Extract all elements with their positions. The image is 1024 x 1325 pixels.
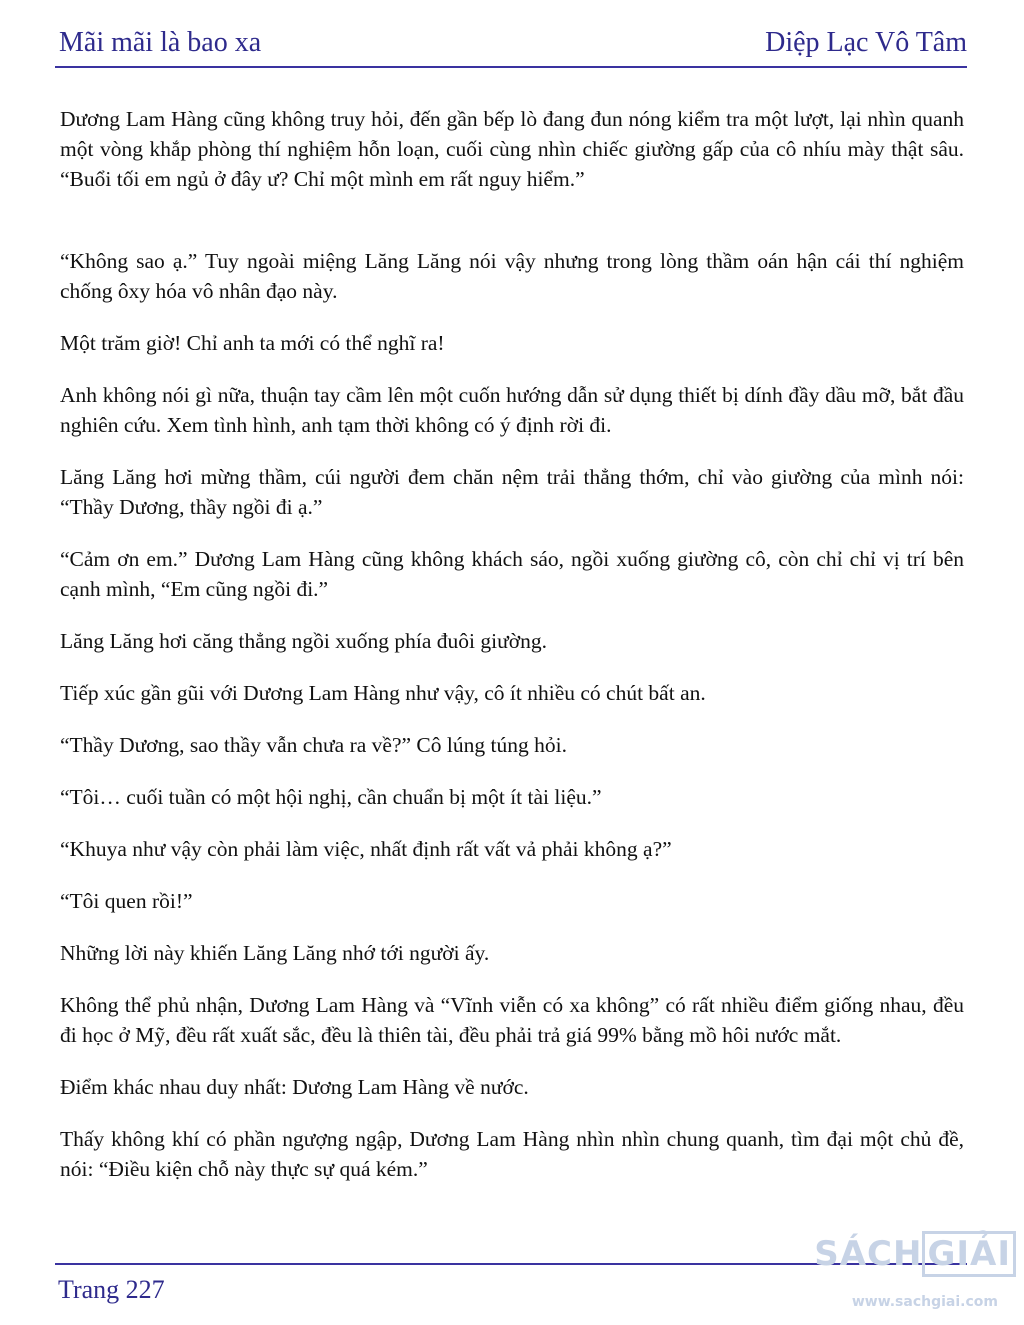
paragraph: Những lời này khiến Lăng Lăng nhớ tới người ấy. <box>60 941 490 965</box>
paragraph: “Thầy Dương, sao thầy vẫn chưa ra về?” Cô lúng túng hỏi. <box>60 733 567 757</box>
watermark-logo-part1: SÁCH <box>814 1234 923 1274</box>
paragraph: Dương Lam Hàng cũng không truy hỏi, đến gần bếp lò đang đun nóng kiểm tra một lượt, lại nhìn quanh một vòng khắp phòng thí nghiệm hỗn loạn, cuối cùng nhìn chiếc giường gấp của cô nhíu mày thật sâu. “Buổi tối em ngủ ở đây ư? Chỉ một mình em rất nguy hiểm.” <box>60 107 964 191</box>
page-header <box>55 22 967 68</box>
paragraph: Lăng Lăng hơi căng thẳng ngồi xuống phía đuôi giường. <box>60 629 548 653</box>
paragraph: Một trăm giờ! Chỉ anh ta mới có thể nghĩ ra! <box>60 331 445 355</box>
paragraph: Điểm khác nhau duy nhất: Dương Lam Hàng về nước. <box>60 1075 529 1099</box>
paragraph: Không thể phủ nhận, Dương Lam Hàng và “Vĩnh viễn có xa không” có rất nhiều điểm giống nhau, đều đi học ở Mỹ, đều rất xuất sắc, đều là thiên tài, đều phải trả giá 99% bằng mồ hôi nước mắt. <box>60 993 964 1047</box>
page-body <box>60 104 964 1206</box>
watermark-logo-text <box>814 1234 1016 1274</box>
paragraph: “Tôi… cuối tuần có một hội nghị, cần chuẩn bị một ít tài liệu.” <box>60 785 602 809</box>
paragraph: “Khuya như vậy còn phải làm việc, nhất định rất vất vả phải không ạ?” <box>60 837 672 861</box>
watermark-url[interactable]: www.sachgiai.com <box>851 1294 998 1310</box>
paragraph: Lăng Lăng hơi mừng thầm, cúi người đem chăn nệm trải thẳng thớm, chỉ vào giường của mình nói: “Thầy Dương, thầy ngồi đi ạ.” <box>60 465 964 519</box>
paragraph: “Không sao ạ.” Tuy ngoài miệng Lăng Lăng nói vậy nhưng trong lòng thầm oán hận cái thí nghiệm chống ôxy hóa vô nhân đạo này. <box>60 249 964 303</box>
paragraph: “Cảm ơn em.” Dương Lam Hàng cũng không khách sáo, ngồi xuống giường cô, còn chỉ chỉ vị trí bên cạnh mình, “Em cũng ngồi đi.” <box>60 547 964 601</box>
paragraph: Thấy không khí có phần ngượng ngập, Dương Lam Hàng nhìn nhìn chung quanh, tìm đại một chủ đề, nói: “Điều kiện chỗ này thực sự quá kém.” <box>60 1127 964 1181</box>
paragraph: Tiếp xúc gần gũi với Dương Lam Hàng như vậy, cô ít nhiều có chút bất an. <box>60 681 706 705</box>
page-number: Trang 227 <box>58 1275 165 1304</box>
watermark-logo-part2: GIẢI <box>922 1231 1016 1277</box>
paragraph: Anh không nói gì nữa, thuận tay cầm lên một cuốn hướng dẫn sử dụng thiết bị dính đầy dầu mỡ, bắt đầu nghiên cứu. Xem tình hình, anh tạm thời không có ý định rời đi. <box>60 383 964 437</box>
book-title: Mãi mãi là bao xa <box>59 27 262 58</box>
watermark-logo <box>816 1228 1016 1318</box>
paragraph: “Tôi quen rồi!” <box>60 889 193 913</box>
author-name: Diệp Lạc Vô Tâm <box>765 27 967 58</box>
